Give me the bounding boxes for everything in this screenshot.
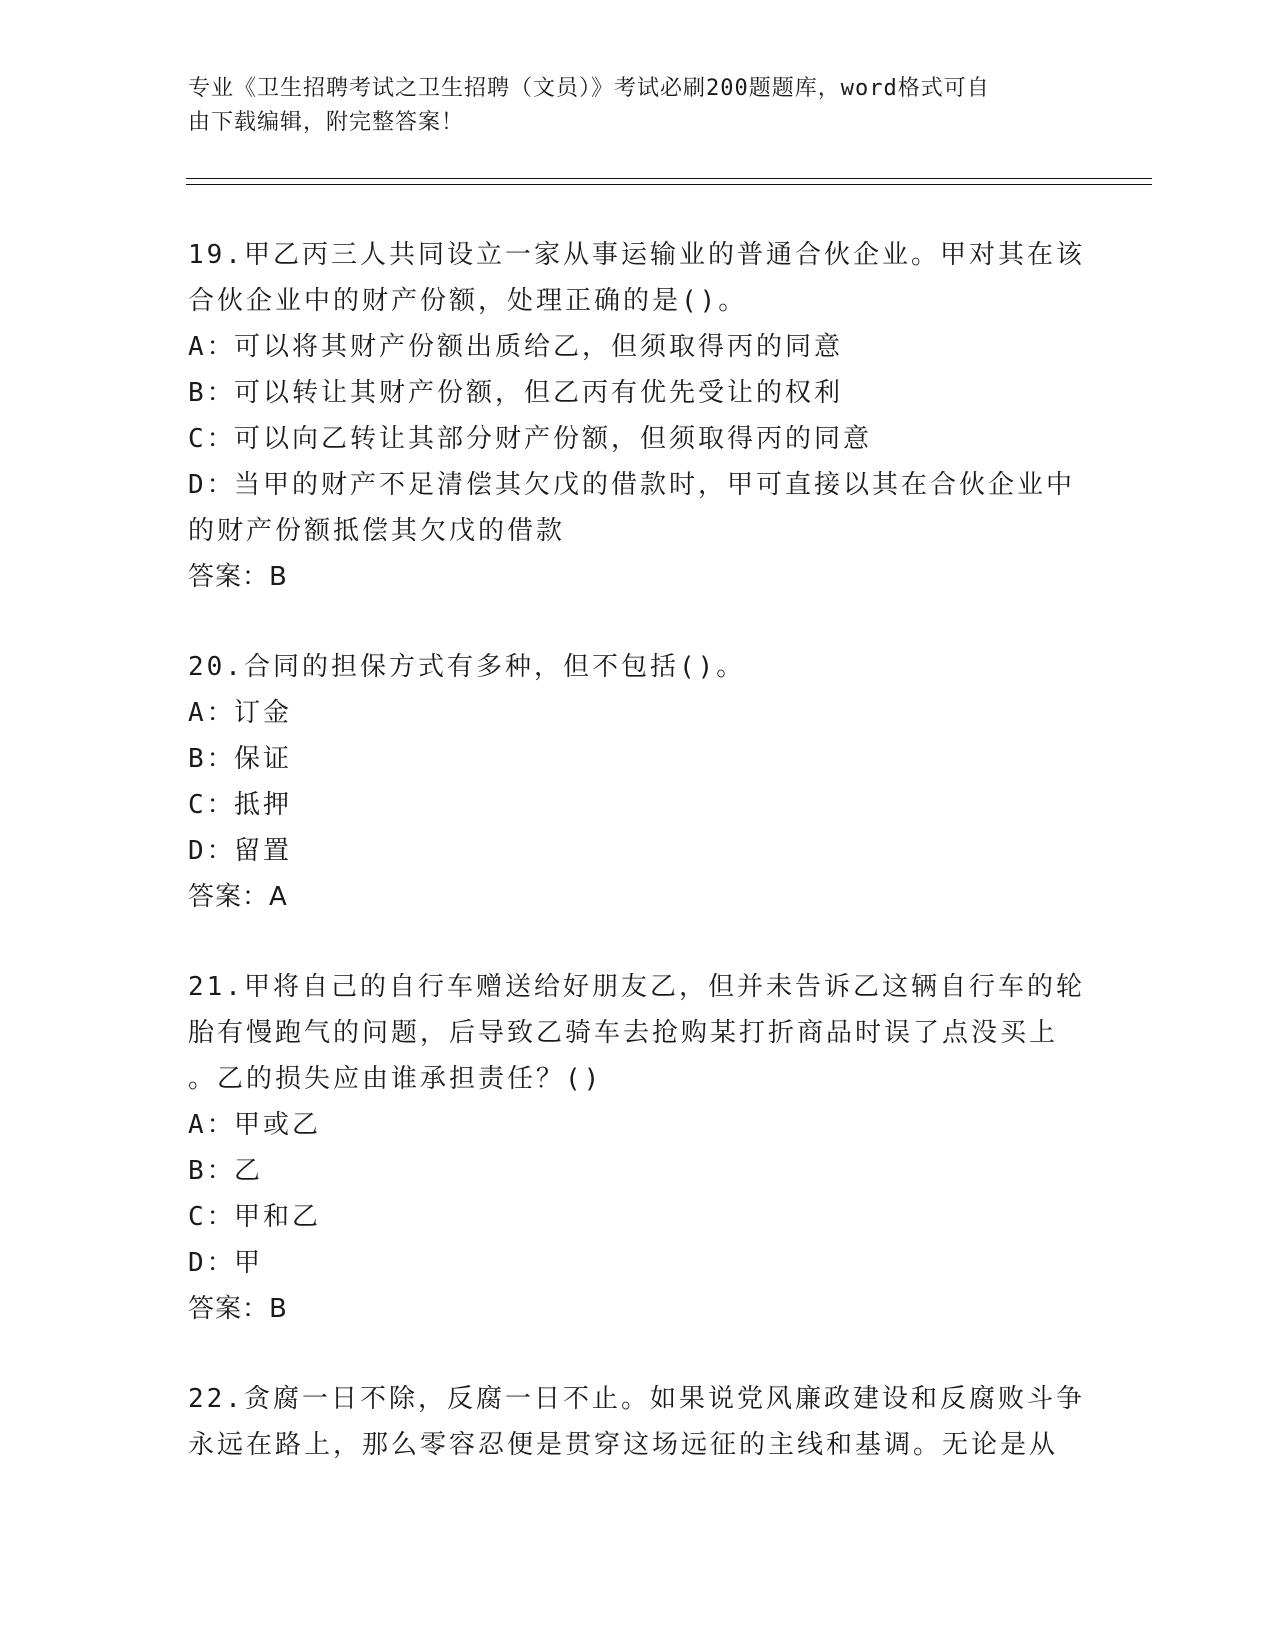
answer-label: 答案：B — [188, 1294, 288, 1324]
option-d — [188, 462, 1088, 508]
option-c — [188, 782, 1088, 828]
option-key: B： — [188, 744, 236, 774]
option-text: 留置 — [234, 836, 293, 866]
question-text-line: 21.甲将自己的自行车赠送给好朋友乙，但并未告诉乙这辆自行车的轮 — [188, 972, 1085, 1002]
option-key: A： — [188, 1110, 236, 1140]
document-header — [188, 72, 1068, 140]
question-text-line: 19.甲乙丙三人共同设立一家从事运输业的普通合伙企业。甲对其在该 — [188, 240, 1085, 270]
option-d — [188, 1240, 1088, 1286]
option-text: 抵押 — [234, 790, 293, 820]
question-text-line: 20.合同的担保方式有多种，但不包括()。 — [188, 652, 746, 682]
option-key: C： — [188, 790, 236, 820]
question-text-line: 22.贪腐一日不除，反腐一日不止。如果说党风廉政建设和反腐败斗争 — [188, 1384, 1085, 1414]
option-key: B： — [188, 1156, 236, 1186]
option-text: 甲或乙 — [234, 1110, 322, 1140]
option-key: D： — [188, 836, 236, 866]
option-key: D： — [188, 470, 236, 500]
option-text: 乙 — [234, 1156, 264, 1186]
question-text-line: 永远在路上，那么零容忍便是贯穿这场远征的主线和基调。无论是从 — [188, 1430, 1059, 1460]
option-a — [188, 1102, 1088, 1148]
option-b — [188, 1148, 1088, 1194]
header-rule-top — [186, 178, 1152, 179]
option-d-continued: 的财产份额抵偿其欠戊的借款 — [188, 516, 566, 546]
question-text-line: 。乙的损失应由谁承担责任？() — [188, 1064, 603, 1094]
question-22 — [188, 1376, 1088, 1468]
option-a — [188, 324, 1088, 370]
question-list — [188, 232, 1088, 1512]
option-key: A： — [188, 698, 236, 728]
question-21 — [188, 964, 1088, 1332]
option-text: 当甲的财产不足清偿其欠戊的借款时，甲可直接以其在合伙企业中 — [234, 470, 1076, 500]
option-c — [188, 1194, 1088, 1240]
option-c — [188, 416, 1088, 462]
header-rule-bottom — [186, 184, 1152, 185]
header-line-1: 专业《卫生招聘考试之卫生招聘（文员）》考试必刷200题题库，word格式可自 — [188, 76, 990, 101]
option-a — [188, 690, 1088, 736]
option-key: A： — [188, 332, 236, 362]
question-19 — [188, 232, 1088, 600]
question-text-line: 合伙企业中的财产份额，处理正确的是()。 — [188, 286, 748, 316]
header-line-2: 由下载编辑，附完整答案！ — [188, 110, 465, 135]
option-key: D： — [188, 1248, 236, 1278]
option-text: 甲和乙 — [234, 1202, 322, 1232]
option-b — [188, 370, 1088, 416]
option-text: 保证 — [234, 744, 293, 774]
option-text: 甲 — [234, 1248, 264, 1278]
option-key: C： — [188, 424, 236, 454]
option-text: 可以将其财产份额出质给乙，但须取得丙的同意 — [234, 332, 844, 362]
answer-label: 答案：B — [188, 562, 288, 592]
option-b — [188, 736, 1088, 782]
option-key: B： — [188, 378, 236, 408]
option-key: C： — [188, 1202, 236, 1232]
question-text-line: 胎有慢跑气的问题，后导致乙骑车去抢购某打折商品时误了点没买上 — [188, 1018, 1059, 1048]
option-text: 订金 — [234, 698, 293, 728]
answer-label: 答案：A — [188, 882, 288, 912]
question-20 — [188, 644, 1088, 920]
option-d — [188, 828, 1088, 874]
option-text: 可以转让其财产份额，但乙丙有优先受让的权利 — [234, 378, 844, 408]
option-text: 可以向乙转让其部分财产份额，但须取得丙的同意 — [234, 424, 873, 454]
